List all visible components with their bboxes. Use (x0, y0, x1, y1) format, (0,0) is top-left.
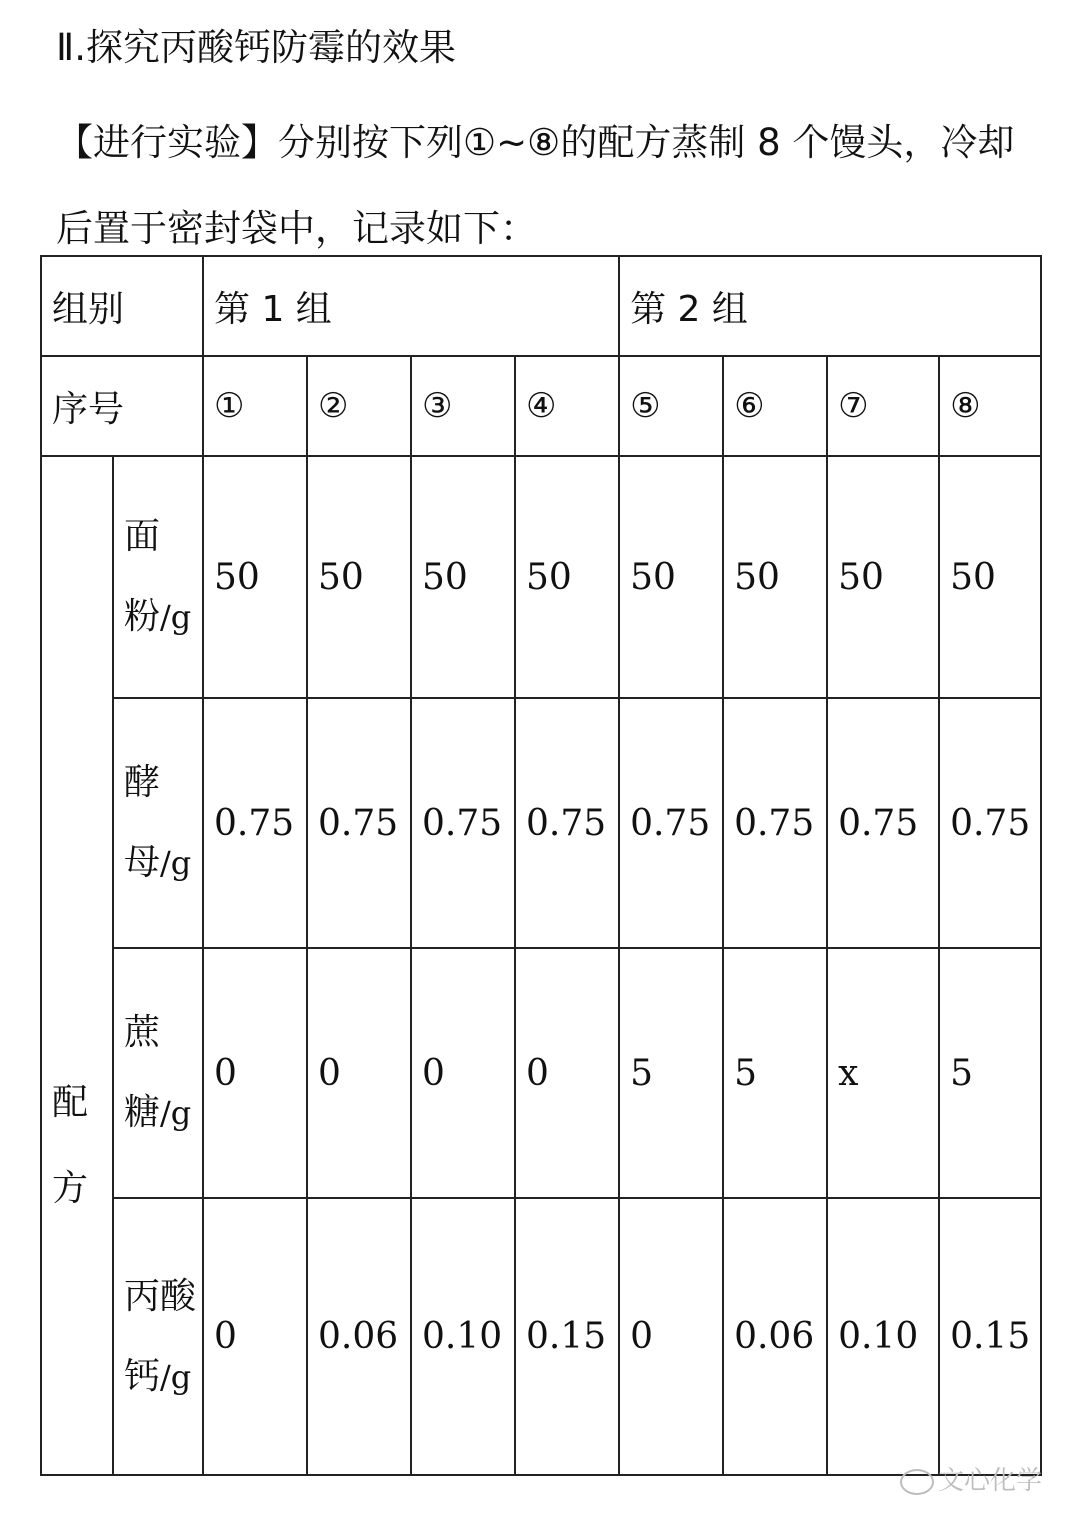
value-cell: 50 (203, 456, 307, 698)
flour-unit: /g (160, 598, 192, 636)
value-cell: 0.75 (723, 698, 827, 948)
group2-label: 第 2 组 (619, 256, 1041, 356)
value-cell: 0.75 (203, 698, 307, 948)
sugar-row (41, 948, 1041, 1198)
value-cell: 0.75 (411, 698, 515, 948)
yeast-label (113, 698, 203, 948)
value-cell: 0.10 (827, 1198, 939, 1475)
calcium-propionate-unit: /g (160, 1357, 192, 1396)
value-cell: 0.75 (939, 698, 1041, 948)
value-cell: 5 (619, 948, 723, 1198)
yeast-label-text: 酵母 (124, 762, 161, 883)
value-cell: 0 (411, 948, 515, 1198)
group-row (41, 256, 1041, 356)
group1-label: 第 1 组 (203, 256, 619, 356)
flour-row (41, 456, 1041, 698)
value-cell: 5 (723, 948, 827, 1198)
value-cell: 0 (515, 948, 619, 1198)
calcium-propionate-label (113, 1198, 203, 1475)
seq-cell: ② (307, 356, 411, 456)
value-cell: 0 (203, 1198, 307, 1475)
yeast-row (41, 698, 1041, 948)
seq-cell: ① (203, 356, 307, 456)
value-cell: 50 (619, 456, 723, 698)
flour-label (113, 456, 203, 698)
value-cell: 0.06 (723, 1198, 827, 1475)
formula-label: 配方 (41, 456, 113, 1475)
seq-cell: ③ (411, 356, 515, 456)
value-cell: 50 (827, 456, 939, 698)
section-heading: Ⅱ.探究丙酸钙防霉的效果 (56, 26, 456, 69)
value-cell: 0.10 (411, 1198, 515, 1475)
seq-cell: ⑧ (939, 356, 1041, 456)
value-cell: 0 (307, 948, 411, 1198)
value-cell: 5 (939, 948, 1041, 1198)
group-header-label: 组别 (41, 256, 203, 356)
seq-cell: ⑤ (619, 356, 723, 456)
value-cell: 50 (939, 456, 1041, 698)
seq-row (41, 356, 1041, 456)
value-cell: x (827, 948, 939, 1198)
flour-label-text: 面粉 (124, 516, 161, 637)
sugar-unit: /g (160, 1094, 192, 1132)
calcium-propionate-label-text: 丙酸钙 (124, 1275, 197, 1397)
seq-cell: ⑦ (827, 356, 939, 456)
sugar-label (113, 948, 203, 1198)
watermark (900, 1460, 1042, 1497)
value-cell: 0.75 (619, 698, 723, 948)
value-cell: 50 (307, 456, 411, 698)
value-cell: 50 (411, 456, 515, 698)
value-cell: 0 (619, 1198, 723, 1475)
yeast-unit: /g (160, 844, 192, 882)
watermark-text: 文心化学 (938, 1466, 1043, 1496)
experiment-intro: 【进行实验】分别按下列①~⑧的配方蒸制 8 个馒头，冷却后置于密封袋中，记录如下： (56, 121, 1015, 250)
value-cell: 0 (203, 948, 307, 1198)
seq-label: 序号 (41, 356, 203, 456)
sugar-label-text: 蔗糖 (124, 1012, 161, 1133)
recipe-table (40, 255, 1042, 1476)
value-cell: 0.75 (827, 698, 939, 948)
wechat-icon (900, 1469, 934, 1495)
value-cell: 50 (515, 456, 619, 698)
value-cell: 0.15 (939, 1198, 1041, 1475)
seq-cell: ⑥ (723, 356, 827, 456)
value-cell: 0.15 (515, 1198, 619, 1475)
calcium-propionate-row (41, 1198, 1041, 1475)
seq-cell: ④ (515, 356, 619, 456)
value-cell: 50 (723, 456, 827, 698)
value-cell: 0.06 (307, 1198, 411, 1475)
value-cell: 0.75 (515, 698, 619, 948)
value-cell: 0.75 (307, 698, 411, 948)
